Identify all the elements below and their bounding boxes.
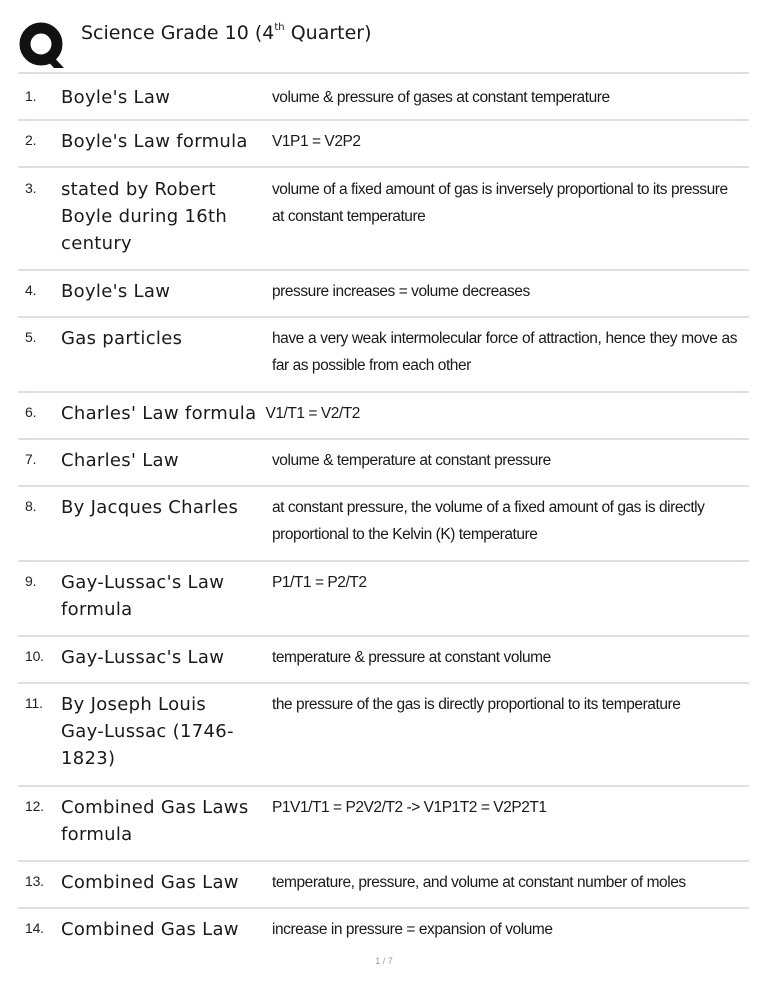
item-term: By Joseph Louis Gay-Lussac (1746-1823) — [61, 694, 234, 769]
item-definition: temperature & pressure at constant volume — [272, 649, 551, 666]
list-item — [18, 438, 749, 485]
item-number: 13. — [25, 873, 44, 889]
item-number: 12. — [25, 798, 44, 814]
item-term: Charles' Law — [61, 450, 179, 471]
item-number: 2. — [25, 132, 37, 148]
item-term: Boyle's Law formula — [61, 131, 248, 152]
page-title: Science Grade 10 (4th Quarter) — [81, 21, 372, 44]
item-number: 9. — [25, 573, 37, 589]
list-item — [18, 785, 749, 860]
item-definition: increase in pressure = expansion of volume — [272, 921, 553, 938]
item-definition: pressure increases = volume decreases — [272, 283, 530, 300]
item-number: 11. — [25, 695, 43, 711]
item-definition: P1/T1 = P2/T2 — [272, 574, 367, 591]
item-number: 8. — [25, 498, 37, 514]
item-term: Combined Gas Law — [61, 872, 239, 893]
item-term: Gay-Lussac's Law — [61, 647, 225, 668]
item-definition: V1/T1 = V2/T2 — [265, 405, 360, 422]
item-definition: volume & temperature at constant pressure — [272, 452, 551, 469]
item-number: 4. — [25, 282, 37, 298]
item-term: Boyle's Law — [61, 87, 171, 108]
item-number: 6. — [25, 404, 37, 420]
list-item — [18, 391, 749, 438]
list-item — [18, 119, 749, 166]
item-term: Combined Gas Laws formula — [61, 797, 249, 845]
page-number: 1 / 7 — [375, 956, 393, 966]
item-definition: have a very weak intermolecular force of attraction, hence they move as far as possible from each other — [272, 330, 737, 374]
item-term: Gay-Lussac's Law formula — [61, 572, 225, 620]
item-term: Combined Gas Law — [61, 919, 239, 940]
list-item — [18, 485, 749, 560]
item-term: Gas particles — [61, 328, 183, 349]
item-term: By Jacques Charles — [61, 497, 239, 518]
item-definition: V1P1 = V2P2 — [272, 133, 361, 150]
list-item — [18, 907, 749, 954]
flashcard-list — [18, 72, 749, 954]
item-number: 10. — [25, 648, 44, 664]
item-definition: temperature, pressure, and volume at constant number of moles — [272, 874, 686, 891]
item-number: 14. — [25, 920, 44, 936]
item-term: Boyle's Law — [61, 281, 171, 302]
list-item — [18, 635, 749, 682]
item-definition: P1V1/T1 = P2V2/T2 -> V1P1T2 = V2P2T1 — [272, 799, 547, 816]
item-term: Charles' Law formula — [61, 403, 257, 424]
item-number: 3. — [25, 180, 37, 196]
list-item — [18, 269, 749, 316]
list-item — [18, 316, 749, 391]
header — [0, 0, 768, 72]
item-definition: the pressure of the gas is directly proportional to its temperature — [272, 696, 681, 713]
list-item — [18, 560, 749, 635]
item-definition: volume & pressure of gases at constant temperature — [272, 89, 610, 106]
item-number: 1. — [25, 88, 37, 104]
quizlet-logo-icon — [18, 20, 70, 72]
list-item — [18, 72, 749, 119]
list-item — [18, 860, 749, 907]
list-item — [18, 682, 749, 785]
item-definition: at constant pressure, the volume of a fixed amount of gas is directly proportional to the Kelvin (K) temperature — [272, 499, 705, 543]
list-item — [18, 166, 749, 269]
item-term: stated by Robert Boyle during 16th century — [61, 179, 228, 254]
item-number: 5. — [25, 329, 37, 345]
item-definition: volume of a fixed amount of gas is inversely proportional to its pressure at constant temperature — [272, 181, 728, 225]
item-number: 7. — [25, 451, 37, 467]
